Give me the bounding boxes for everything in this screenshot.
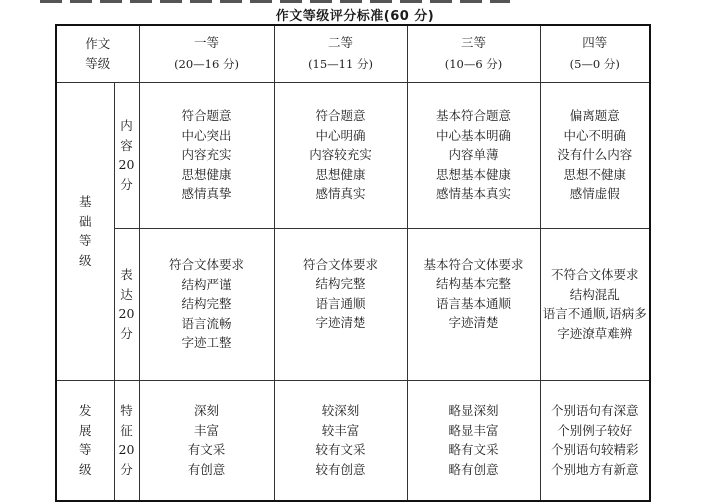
grade-header xyxy=(139,25,274,82)
content-cell-grade3 xyxy=(407,82,540,228)
corner-cell xyxy=(56,25,139,82)
features-cell-grade2 xyxy=(274,380,407,501)
criterion-text: 符合题意 xyxy=(315,108,366,124)
features-cell-grade4 xyxy=(540,380,650,501)
grade-range: (5—0 分) xyxy=(569,56,620,71)
criterion-text: 思想不健康 xyxy=(563,166,627,182)
label-char: 20 xyxy=(118,442,135,458)
criterion-text: 语言通顺 xyxy=(315,295,366,311)
criterion-text: 结构完整 xyxy=(181,296,232,312)
criterion-text: 字迹清楚 xyxy=(315,315,366,330)
criterion-text: 字迹清楚 xyxy=(448,315,499,330)
label-char: 20 xyxy=(118,306,135,321)
label-char: 级 xyxy=(78,461,92,477)
criterion-text: 内容单薄 xyxy=(448,147,499,163)
criterion-text: 较深刻 xyxy=(321,403,360,419)
expression-row xyxy=(56,228,650,380)
label-char: 发 xyxy=(78,403,92,419)
criterion-text: 语言流畅 xyxy=(181,315,232,331)
criterion-text: 个别语句较精彩 xyxy=(551,442,639,458)
criterion-text: 不符合文体要求 xyxy=(551,267,639,282)
label-char: 分 xyxy=(120,325,133,341)
expression-cell-grade4 xyxy=(540,228,650,380)
criterion-text: 结构完整 xyxy=(315,276,366,291)
criterion-text: 有创意 xyxy=(187,461,226,477)
grading-table xyxy=(55,24,651,502)
criterion-text: 没有什么内容 xyxy=(557,147,633,163)
features-cell-grade3 xyxy=(407,380,540,501)
grade-name: 四等 xyxy=(582,35,608,51)
criterion-text: 语言基本通顺 xyxy=(436,295,512,311)
criterion-text: 感情真实 xyxy=(315,186,366,202)
criterion-text: 略有文采 xyxy=(448,442,499,458)
criterion-text: 结构混乱 xyxy=(569,286,620,302)
criterion-text: 略有创意 xyxy=(448,461,499,477)
label-char: 等 xyxy=(78,233,92,248)
label-char: 分 xyxy=(120,176,133,192)
criterion-text: 感情虚假 xyxy=(569,186,620,202)
features-cell-grade1 xyxy=(139,380,274,501)
expression-cell-grade2 xyxy=(274,228,407,380)
development-level-label xyxy=(56,380,114,501)
grade-name: 二等 xyxy=(328,35,354,51)
label-char: 础 xyxy=(78,213,92,229)
content-cell-grade1 xyxy=(139,82,274,228)
label-char: 基 xyxy=(78,194,92,209)
grade-name: 一等 xyxy=(194,35,220,51)
label-char: 征 xyxy=(120,422,133,438)
criterion-text: 基本符合题意 xyxy=(436,108,512,124)
criterion-text: 符合文体要求 xyxy=(303,256,379,272)
content-cell-grade2 xyxy=(274,82,407,228)
criterion-text: 偏离题意 xyxy=(569,108,620,124)
criterion-text: 思想基本健康 xyxy=(436,166,512,182)
grade-header xyxy=(407,25,540,82)
label-char: 级 xyxy=(78,252,92,268)
criterion-text: 略显丰富 xyxy=(448,422,499,438)
label-char: 等 xyxy=(78,442,92,458)
content-label xyxy=(114,82,139,228)
label-char: 特 xyxy=(120,403,133,419)
grade-header xyxy=(540,25,650,82)
criterion-text: 中心明确 xyxy=(315,127,366,143)
features-label xyxy=(114,380,139,501)
criterion-text: 较有文采 xyxy=(315,442,366,458)
label-char: 内 xyxy=(120,118,133,133)
content-cell-grade4 xyxy=(540,82,650,228)
criterion-text: 中心突出 xyxy=(181,127,232,143)
grade-range: (15—11 分) xyxy=(308,56,373,71)
criterion-text: 有文采 xyxy=(187,442,226,458)
expression-cell-grade1 xyxy=(139,228,274,380)
criterion-text: 个别语句有深意 xyxy=(551,403,639,419)
criterion-text: 丰富 xyxy=(194,422,220,438)
criterion-text: 结构基本完整 xyxy=(436,276,512,291)
label-char: 展 xyxy=(78,422,92,438)
criterion-text: 较丰富 xyxy=(321,422,360,438)
criterion-text: 个别例子较好 xyxy=(557,422,633,438)
grade-range: (10—6 分) xyxy=(444,56,503,71)
criterion-text: 中心不明确 xyxy=(563,127,627,143)
header-row xyxy=(56,25,650,82)
criterion-text: 略显深刻 xyxy=(448,403,499,419)
criterion-text: 较有创意 xyxy=(315,461,366,477)
label-char: 达 xyxy=(120,286,133,302)
criterion-text: 基本符合文体要求 xyxy=(423,256,524,272)
criterion-text: 思想健康 xyxy=(181,166,232,182)
criterion-text: 深刻 xyxy=(194,403,220,419)
criterion-text: 个别地方有新意 xyxy=(551,461,639,477)
expression-label xyxy=(114,228,139,380)
label-char: 20 xyxy=(118,157,135,172)
criterion-text: 符合文体要求 xyxy=(169,257,245,273)
corner-line: 作文 xyxy=(85,36,111,52)
criterion-text: 字迹潦草难辨 xyxy=(557,325,633,341)
criterion-text: 结构严谨 xyxy=(181,276,232,292)
criterion-text: 符合题意 xyxy=(181,108,232,124)
criterion-text: 中心基本明确 xyxy=(436,127,512,143)
criterion-text: 内容较充实 xyxy=(309,147,372,163)
content-row xyxy=(56,82,650,228)
criterion-text: 感情真挚 xyxy=(181,186,232,202)
label-char: 表 xyxy=(120,267,133,282)
label-char: 容 xyxy=(120,137,133,153)
criterion-text: 思想健康 xyxy=(315,166,366,182)
cropped-previous-line xyxy=(0,0,710,4)
criterion-text: 感情基本真实 xyxy=(436,186,512,202)
grade-range: (20—16 分) xyxy=(174,56,239,71)
criterion-text: 字迹工整 xyxy=(181,335,232,351)
grade-name: 三等 xyxy=(461,35,487,51)
grade-header xyxy=(274,25,407,82)
label-char: 分 xyxy=(120,461,133,477)
criterion-text: 内容充实 xyxy=(181,147,232,163)
corner-line: 等级 xyxy=(85,55,111,71)
table-title: 作文等级评分标准(60 分) xyxy=(275,9,435,24)
criterion-text: 语言不通顺,语病多 xyxy=(542,306,647,321)
features-row xyxy=(56,380,650,501)
basic-level-label xyxy=(56,82,114,380)
expression-cell-grade3 xyxy=(407,228,540,380)
